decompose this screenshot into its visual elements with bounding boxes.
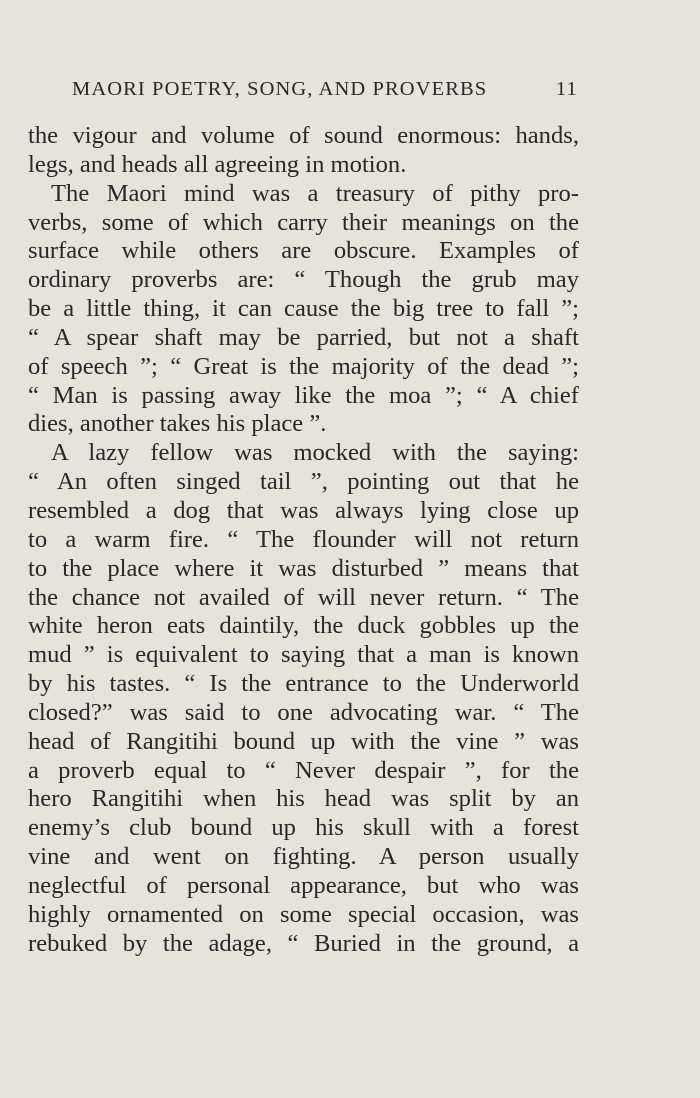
text-line: dies, another takes his place ”. [28, 410, 327, 438]
text-line: “ A spear shaft may be parried, but not a shaft [28, 323, 579, 351]
text-line: a proverb equal to “ Never despair ”, for the [28, 756, 579, 784]
text-line: closed?” was said to one advocating war. “ The [28, 698, 579, 726]
text-line: white heron eats daintily, the duck gobbles up the [28, 612, 579, 640]
text-line: The Maori mind was a treasury of pithy pro- [51, 179, 579, 207]
text-line: head of Rangitihi bound up with the vine ” was [28, 727, 579, 755]
text-line: of speech ”; “ Great is the majority of the dead ”; [28, 352, 579, 380]
text-line: by his tastes. “ Is the entrance to the Underworld [28, 670, 579, 698]
text-line: to the place where it was disturbed ” means that [28, 554, 579, 582]
text-line: highly ornamented on some special occasion, was [28, 900, 579, 928]
text-line: verbs, some of which carry their meanings on the [28, 208, 579, 236]
text-line: enemy’s club bound up his skull with a forest [28, 814, 579, 842]
text-line: ordinary proverbs are: “ Though the grub may [28, 266, 579, 294]
text-line: to a warm fire. “ The flounder will not return [28, 525, 579, 553]
text-line: vine and went on fighting. A person usually [28, 843, 579, 871]
body-text [28, 122, 579, 958]
text-line: the vigour and volume of sound enormous: hands, [28, 122, 579, 149]
text-line: A lazy fellow was mocked with the saying: [51, 439, 579, 467]
text-line: rebuked by the adage, “ Buried in the ground, a [28, 929, 579, 957]
text-line: hero Rangitihi when his head was split by an [28, 785, 579, 813]
page-number: 11 [555, 78, 578, 100]
running-head [72, 78, 578, 106]
text-line: be a little thing, it can cause the big tree to fall ”; [28, 295, 579, 323]
text-line: “ An often singed tail ”, pointing out that he [28, 468, 579, 496]
text-line: “ Man is passing away like the moa ”; “ A chief [28, 381, 579, 409]
running-title: MAORI POETRY, SONG, AND PROVERBS [72, 78, 488, 100]
text-line: surface while others are obscure. Examples of [28, 237, 579, 265]
text-line: legs, and heads all agreeing in motion. [28, 150, 407, 178]
text-line: resembled a dog that was always lying close up [28, 496, 579, 524]
text-line: mud ” is equivalent to saying that a man is known [28, 641, 579, 669]
text-line: the chance not availed of will never return. “ The [28, 583, 579, 611]
text-line: neglectful of personal appearance, but who was [28, 871, 579, 899]
